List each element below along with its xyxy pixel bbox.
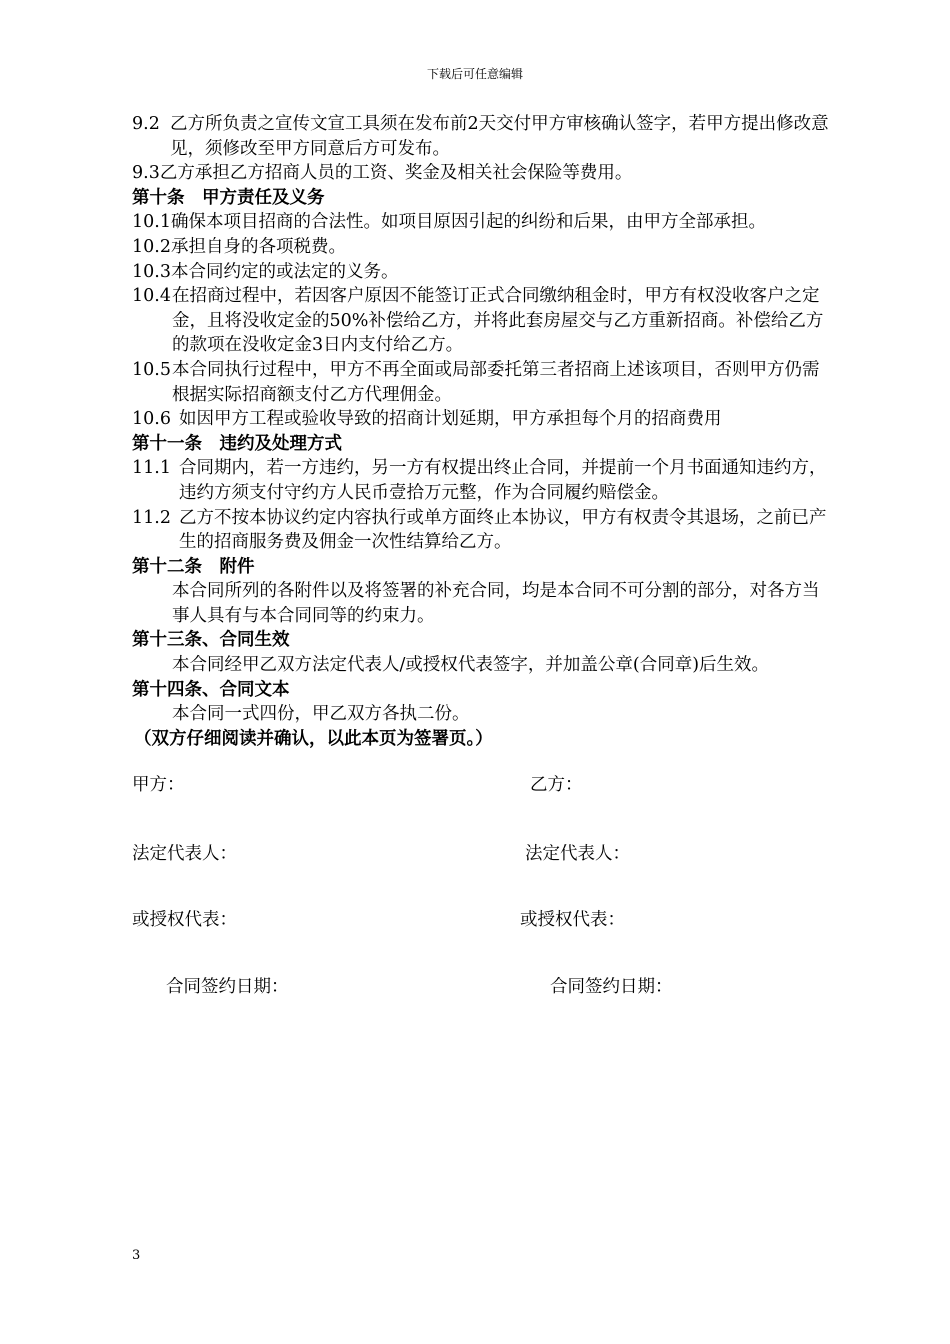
clause-10-1	[132, 210, 832, 235]
clause-number: 10.4	[132, 286, 171, 307]
section-10-title: 第十条 甲方责任及义务	[132, 187, 325, 208]
clause-10-4	[132, 284, 832, 358]
clause-text: 合同期内，若一方违约，另一方有权提出终止合同，并提前一个月书面通知违约方，违约方须支付守约方人民币壹拾万元整，作为合同履约赔偿金。	[179, 458, 827, 503]
clause-11-1	[132, 456, 832, 505]
clause-number: 9.3	[132, 163, 160, 184]
clause-text: 乙方承担乙方招商人员的工资、奖金及相关社会保险等费用。	[159, 163, 633, 184]
section-14-body: 本合同一式四份，甲乙双方各执二份。	[172, 704, 470, 725]
clause-text: 乙方所负责之宣传文宣工具须在发布前2天交付甲方审核确认签字，若甲方提出修改意见，须修改至甲方同意后方可发布。	[170, 114, 829, 159]
clause-10-5	[132, 358, 832, 407]
document-body	[132, 112, 832, 751]
clause-number: 11.1	[132, 458, 171, 479]
clause-text: 乙方不按本协议约定内容执行或单方面终止本协议，甲方有权责令其退场，之前已产生的招商服务费及佣金一次性结算给乙方。	[179, 507, 827, 553]
section-13-title: 第十三条、合同生效	[132, 630, 290, 651]
clause-number: 10.5	[132, 359, 171, 380]
clause-11-2	[132, 506, 832, 555]
party-a-label: 甲方：	[132, 775, 185, 795]
section-11-title: 第十一条 违约及处理方式	[132, 433, 342, 454]
signing-page-note: （双方仔细阅读并确认，以此本页为签署页。）	[134, 728, 493, 749]
clause-9-2	[132, 112, 832, 161]
clause-text: 在招商过程中，若因客户原因不能签订正式合同缴纳租金时，甲方有权没收客户之定金，且将没收定金的50%补偿给乙方，并将此套房屋交与乙方重新招商。补偿给乙方的款项在没收定金3日内支付给乙方。	[172, 286, 824, 356]
clause-text: 如因甲方工程或验收导致的招商计划延期，甲方承担每个月的招商费用	[179, 409, 722, 430]
clause-10-2	[132, 235, 832, 260]
clause-number: 10.1	[132, 212, 171, 233]
clause-text: 本合同约定的或法定的义务。	[170, 261, 399, 282]
auth-rep-a-label: 或授权代表：	[132, 910, 237, 930]
sign-date-a-label: 合同签约日期：	[166, 977, 289, 997]
page-header: 下载后可任意编辑	[426, 67, 523, 81]
clause-10-3	[132, 260, 832, 285]
clause-number: 9.2	[132, 114, 160, 134]
section-14-title: 第十四条、合同文本	[132, 679, 290, 700]
clause-number: 10.2	[132, 236, 171, 257]
clause-text: 承担自身的各项税费。	[170, 236, 346, 257]
clause-text: 本合同执行过程中，甲方不再全面或局部委托第三者招商上述该项目，否则甲方仍需根据实际招商额支付乙方代理佣金。	[172, 359, 820, 405]
clause-number: 10.6	[132, 409, 171, 430]
clause-number: 11.2	[132, 507, 171, 528]
clause-10-6	[132, 407, 832, 432]
page-number: 3	[132, 1248, 141, 1263]
auth-rep-b-label: 或授权代表：	[520, 910, 625, 930]
party-b-label: 乙方：	[530, 775, 583, 795]
clause-text: 确保本项目招商的合法性。如项目原因引起的纠纷和后果，由甲方全部承担。	[170, 212, 766, 233]
legal-rep-b-label: 法定代表人：	[525, 844, 630, 864]
clause-9-3	[132, 161, 832, 186]
sign-date-b-label: 合同签约日期：	[550, 977, 673, 997]
section-13-body: 本合同经甲乙双方法定代表人/或授权代表签字，并加盖公章(合同章)后生效。	[172, 655, 770, 676]
clause-number: 10.3	[132, 261, 171, 282]
legal-rep-a-label: 法定代表人：	[132, 844, 237, 864]
section-12-body: 本合同所列的各附件以及将签署的补充合同，均是本合同不可分割的部分，对各方当事人具有与本合同同等的约束力。	[172, 581, 820, 626]
section-12-title: 第十二条 附件	[132, 556, 255, 577]
